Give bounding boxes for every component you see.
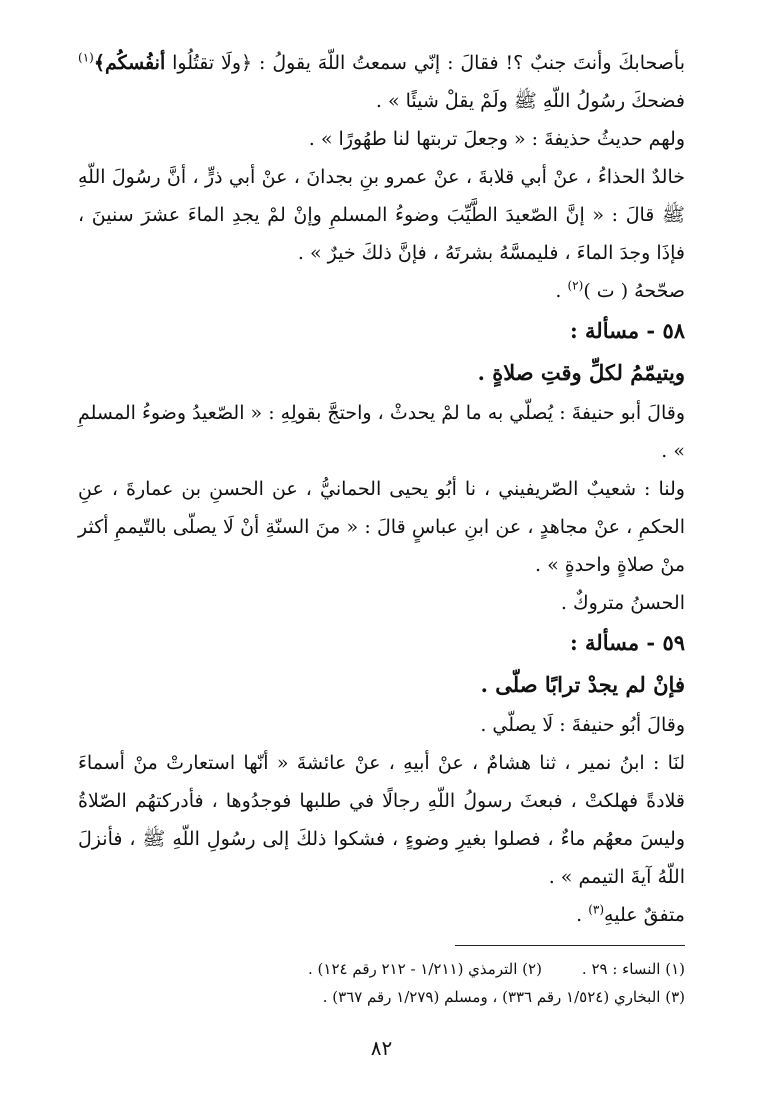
- footnote-mark-2: (٢): [567, 278, 584, 293]
- paragraph-3: خالدٌ الحذاءُ ، عنْ أبي قلابةَ ، عنْ عمرو بنِ بجدانَ ، عنْ أبي ذرٍّ ، أنَّ رسُولَ اللّهِ ﷺ قالَ : « إنَّ الصّعيدَ الطَّيِّبَ وضوءُ المسلمِ وإنْ لمْ يجدِ الماءَ عشرَ سنينَ ، فإذَا وجدَ الماءَ ، فليمسَّهُ بشرتَهُ ، فإنَّ ذلكَ خيرٌ » .: [78, 166, 685, 264]
- footnotes: [78, 955, 685, 1011]
- footnote-2: (٢) الترمذي (١/٢١١ - ٢١٢ رقم ١٢٤) .: [308, 960, 542, 978]
- paragraph-4: [78, 272, 685, 310]
- heading-58-statement: ويتيمّمُ لكلِّ وقتِ صلاةٍ .: [477, 360, 685, 385]
- p4-text: صحّحهُ ( ت ): [583, 280, 685, 302]
- footnote-mark-1: (١): [78, 50, 94, 65]
- paragraph-10: [78, 896, 685, 934]
- p1-line1: بأصحابكَ وأنتَ جنبٌ ؟! فقالَ : إنّي سمعتُ اللّهَ يقولُ : ﴿ولَا تقتُلُوا: [172, 52, 685, 74]
- footnote-1: (١) النساء : ٢٩ .: [581, 960, 685, 978]
- paragraph-5: وقالَ أبو حنيفةَ : يُصلّي به ما لمْ يحدثْ ، واحتجَّ بقولِهِ : « الصّعيدُ وضوءُ المسلمِ » .: [78, 402, 685, 462]
- heading-58: ٥٨ - مسألة :: [569, 318, 685, 343]
- p10-end: .: [576, 904, 583, 926]
- paragraph-2: ولهم حديثُ حذيفةَ : « وجعلَ تربتها لنا طهُورًا » .: [308, 128, 685, 150]
- p4-end: .: [555, 280, 562, 302]
- quran-quote: أنفُسكُم﴾: [93, 52, 166, 74]
- paragraph-6: ولنا : شعيبٌ الصّريفيني ، نا أبُو يحيى الحمانيُّ ، عن الحسنِ بن عمارةَ ، عنِ الحكمِ ، عنْ مجاهدٍ ، عن ابنِ عباسٍ قالَ : « منَ السنّةِ أنْ لَا يصلّى بالتّيممِ أكثر منْ صلاةٍ واحدةٍ » .: [78, 478, 685, 576]
- heading-59-statement: فإنْ لم يجدْ ترابًا صلّى .: [480, 672, 685, 697]
- p1-line2-rest: فضحكَ رسُولُ اللّهِ ﷺ ولَمْ يقلْ شيئًا » .: [375, 90, 685, 112]
- footnote-row-1: [78, 955, 685, 983]
- paragraph-8: وقالَ أبُو حنيفةَ : لَا يصلّي .: [480, 714, 685, 736]
- paragraph-1: [78, 44, 685, 120]
- footnote-divider: [455, 945, 685, 946]
- footnote-3: (٣) البخاري (١/٥٢٤ رقم ٣٣٦) ، ومسلم (١/٢٧٩ رقم ٣٦٧) .: [322, 988, 685, 1006]
- footnote-mark-3: (٣): [588, 902, 605, 917]
- page-number: ٨٢: [370, 1036, 393, 1060]
- p10-text: متفقٌ عليهِ: [604, 904, 685, 926]
- heading-59: ٥٩ - مسألة :: [569, 630, 685, 655]
- paragraph-7: الحسنُ متروكٌ .: [560, 592, 685, 614]
- paragraph-9: لنَا : ابنُ نمير ، ثنا هشامٌ ، عنْ أبيهِ ، عنْ عائشةَ « أنّها استعارتْ منْ أسماءَ قلادةً فهلكتْ ، فبعثَ رسولُ اللّهِ رجالًا في طلبها فوجدُوها ، فأدركتهُم الصّلاةُ وليسَ معهُم ماءٌ ، فصلوا بغيرِ وضوءٍ ، فشكوا ذلكَ إلى رسُولِ اللّهِ ﷺ ، فأنزلَ اللّهُ آيةَ التيمم » .: [78, 752, 685, 888]
- main-text: [78, 44, 685, 934]
- footnote-row-2: [78, 983, 685, 1011]
